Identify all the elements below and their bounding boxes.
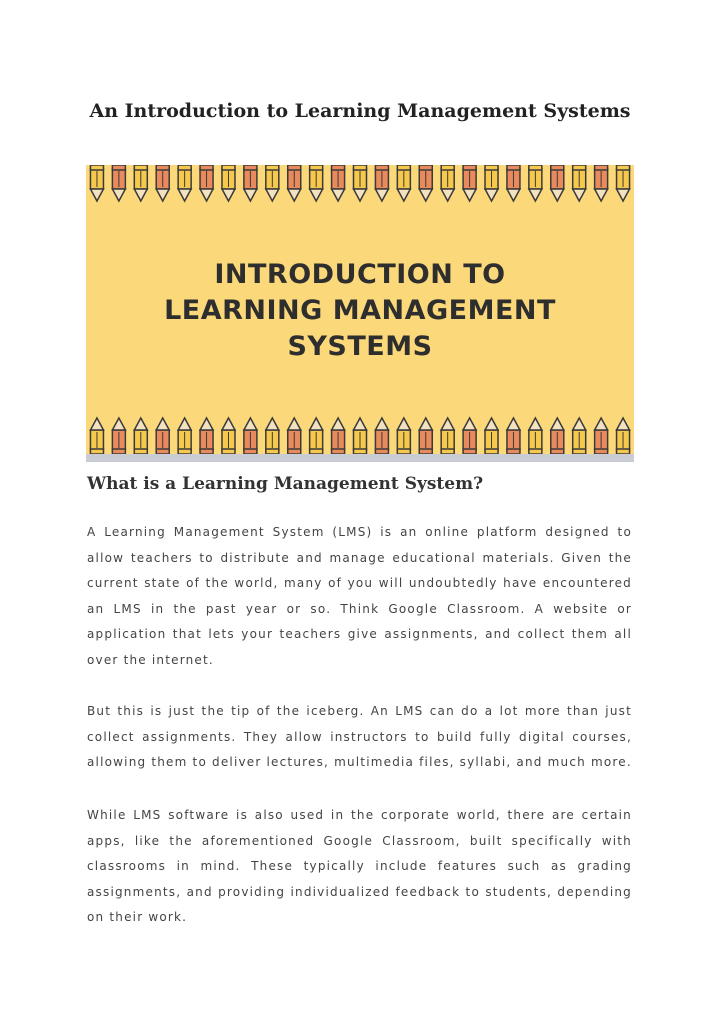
- banner-bottom-strip: [86, 454, 634, 462]
- paragraph-2: But this is just the tip of the iceberg. An LMS can do a lot more than just collect assignments. They allow instructors to build fully digital courses, allowing them to deliver lectures, multimedia files, syllabi, and much more.: [87, 704, 632, 769]
- pencil-icon: [507, 418, 520, 454]
- pencil-icon: [288, 418, 301, 454]
- pencil-icon: [573, 165, 586, 201]
- pencil-icon: [397, 418, 410, 454]
- banner-line-2: LEARNING MANAGEMENT: [164, 295, 556, 326]
- pencil-icon: [266, 165, 279, 201]
- pencil-icon: [595, 165, 608, 201]
- pencil-icon: [441, 165, 454, 201]
- pencil-icon: [288, 165, 301, 201]
- pencil-icon: [617, 165, 630, 201]
- pencil-icon: [354, 165, 367, 201]
- pencil-icon: [485, 165, 498, 201]
- pencil-icon: [375, 165, 388, 201]
- pencil-icon: [266, 418, 279, 454]
- pencil-icon: [485, 418, 498, 454]
- pencil-icon: [90, 418, 103, 454]
- pencil-icon: [244, 418, 257, 454]
- pencil-icon: [200, 165, 213, 201]
- banner-line-1: INTRODUCTION TO: [214, 259, 506, 290]
- pencil-icon: [310, 418, 323, 454]
- pencil-icon: [529, 418, 542, 454]
- pencil-icon: [200, 418, 213, 454]
- pencil-icon: [222, 418, 235, 454]
- pencil-icon: [463, 418, 476, 454]
- pencil-icon: [441, 418, 454, 454]
- pencil-icon: [573, 418, 586, 454]
- pencil-border-top: [86, 165, 634, 205]
- pencil-icon: [617, 418, 630, 454]
- pencil-icon: [156, 418, 169, 454]
- pencil-icon: [507, 165, 520, 201]
- pencil-icon: [244, 165, 257, 201]
- intro-banner-image: [86, 165, 634, 462]
- pencil-icon: [112, 418, 125, 454]
- page-title: An Introduction to Learning Management Systems: [89, 100, 631, 122]
- paragraph-1: A Learning Management System (LMS) is an online platform designed to allow teachers to distribute and manage educational materials. Given the current state of the world, many of you will undoubtedly have encountered an LMS in the past year or so. Think Google Classroom. A website or application that lets your teachers give assignments, and collect them all over the internet.: [87, 525, 632, 667]
- pencil-icon: [178, 418, 191, 454]
- banner-text: [86, 257, 634, 365]
- pencil-icon: [354, 418, 367, 454]
- pencil-icon: [178, 165, 191, 201]
- pencil-icon: [134, 165, 147, 201]
- pencil-icon: [156, 165, 169, 201]
- pencil-icon: [551, 418, 564, 454]
- pencil-border-bottom: [86, 414, 634, 454]
- pencil-icon: [595, 418, 608, 454]
- pencil-icon: [134, 418, 147, 454]
- pencil-icon: [90, 165, 103, 201]
- paragraph-3: While LMS software is also used in the corporate world, there are certain apps, like the aforementioned Google Classroom, built specifically with classrooms in mind. These typically include features such as grading assignments, and providing individualized feedback to students, depending on their work.: [87, 808, 632, 924]
- pencil-icon: [419, 165, 432, 201]
- pencil-icon: [112, 165, 125, 201]
- pencil-icon: [529, 165, 542, 201]
- pencil-icon: [463, 165, 476, 201]
- banner-line-3: SYSTEMS: [287, 331, 433, 362]
- pencil-icon: [375, 418, 388, 454]
- pencil-icon: [332, 418, 345, 454]
- pencil-icon: [551, 165, 564, 201]
- pencil-icon: [332, 165, 345, 201]
- pencil-icon: [397, 165, 410, 201]
- pencil-icon: [310, 165, 323, 201]
- section-heading: What is a Learning Management System?: [87, 474, 484, 494]
- pencil-icon: [222, 165, 235, 201]
- pencil-icon: [419, 418, 432, 454]
